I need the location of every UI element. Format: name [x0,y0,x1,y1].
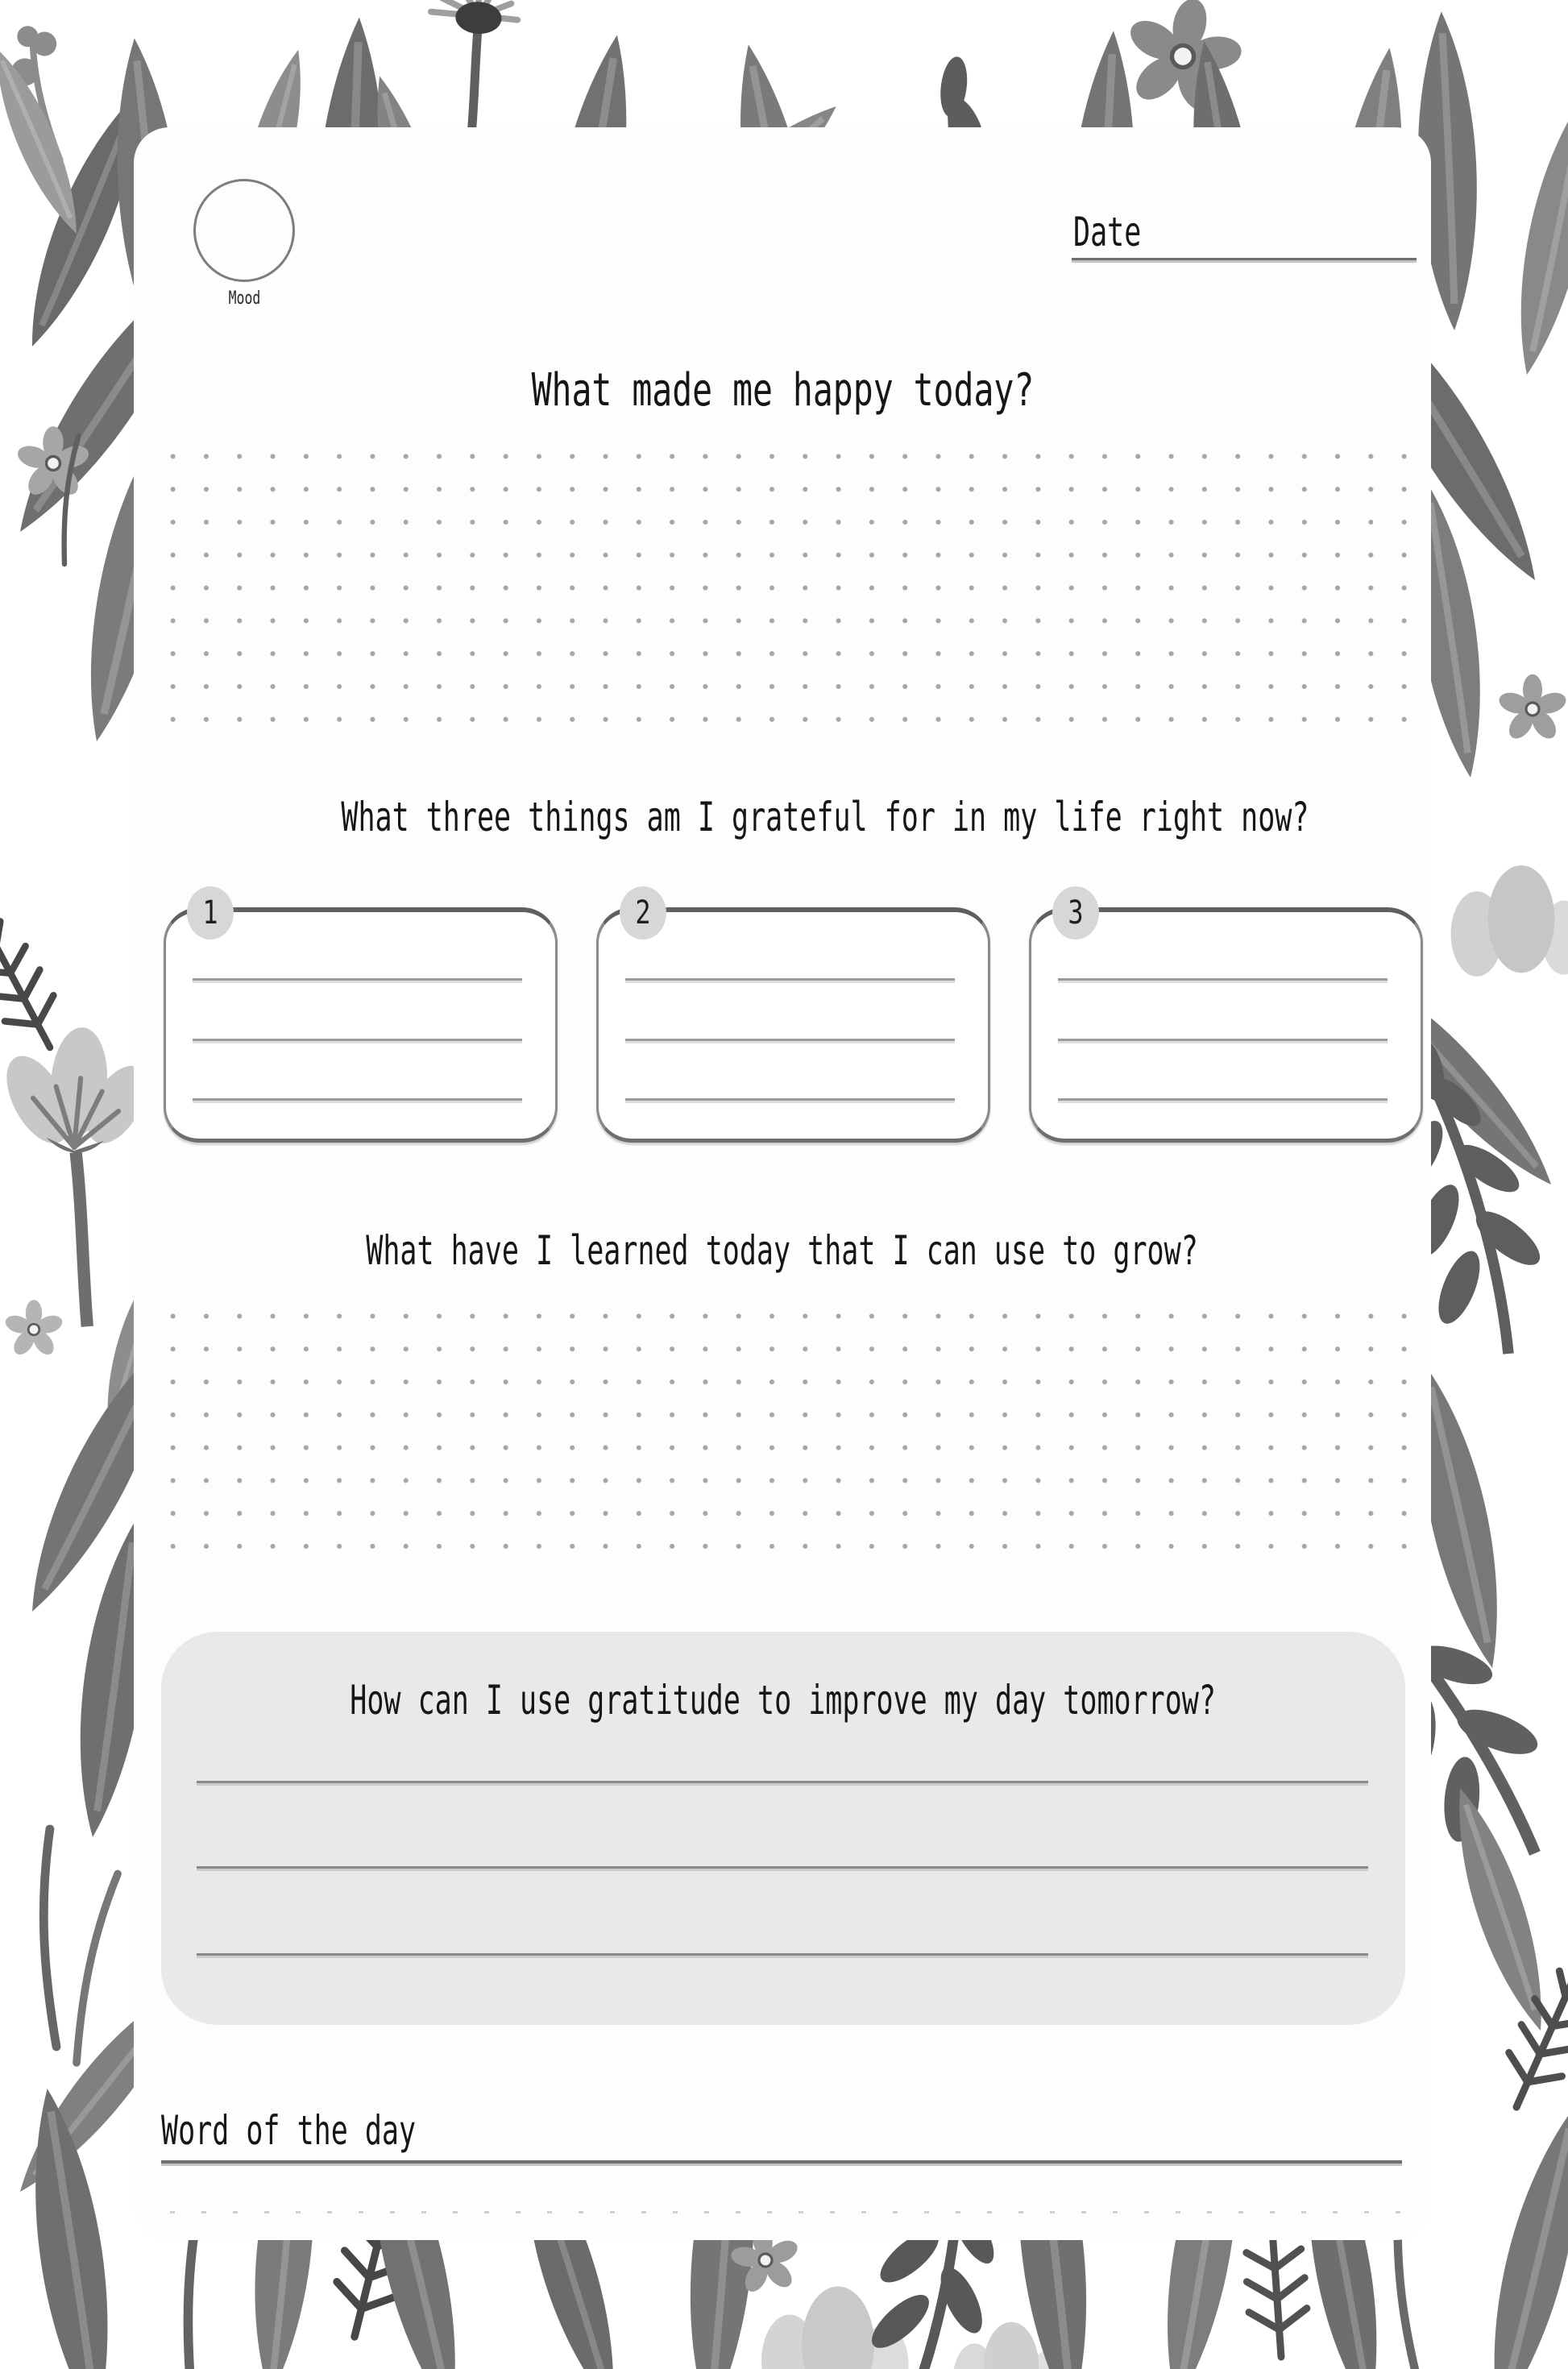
badge-number: 2 [635,894,651,931]
happy-writing-area[interactable] [156,440,1421,736]
badge-number: 1 [202,894,218,931]
mood-label: Mood [228,288,260,309]
tomorrow-line[interactable] [197,1781,1368,1783]
grateful-box-3-line[interactable] [1058,1039,1388,1041]
word-of-day-line[interactable] [161,2160,1402,2164]
grateful-box-1-badge [187,886,234,940]
question-learned-title: What have I learned today that I can use to grow? [366,1227,1199,1274]
word-of-day-label: Word of the day [161,2107,417,2154]
grateful-box-1[interactable] [164,894,558,1143]
bottom-dash-row [170,2211,1404,2213]
date-input-line[interactable] [1072,258,1417,260]
grateful-box-1-line[interactable] [193,1098,522,1101]
question-happy-title: What made me happy today? [531,364,1034,417]
journal-card [134,127,1431,2240]
grateful-box-3-badge [1052,886,1099,940]
question-grateful-title: What three things am I grateful for in my life right now? [341,794,1309,840]
mood-circle[interactable] [193,179,295,282]
date-label: Date [1073,209,1142,255]
grateful-box-3-line[interactable] [1058,978,1388,981]
tomorrow-panel [161,1632,1405,2025]
grateful-box-1-line[interactable] [193,978,522,981]
grateful-box-2[interactable] [596,894,990,1143]
grateful-box-3[interactable] [1029,894,1423,1143]
grateful-box-2-badge [620,886,666,940]
question-tomorrow-title: How can I use gratitude to improve my day tomorrow? [350,1677,1217,1724]
learned-writing-area[interactable] [156,1300,1421,1563]
grateful-box-2-line[interactable] [625,1039,955,1041]
tomorrow-line[interactable] [197,1866,1368,1869]
badge-number: 3 [1068,894,1084,931]
grateful-box-2-line[interactable] [625,1098,955,1101]
grateful-box-1-line[interactable] [193,1039,522,1041]
grateful-box-2-line[interactable] [625,978,955,981]
grateful-box-3-line[interactable] [1058,1098,1388,1101]
tomorrow-line[interactable] [197,1953,1368,1956]
